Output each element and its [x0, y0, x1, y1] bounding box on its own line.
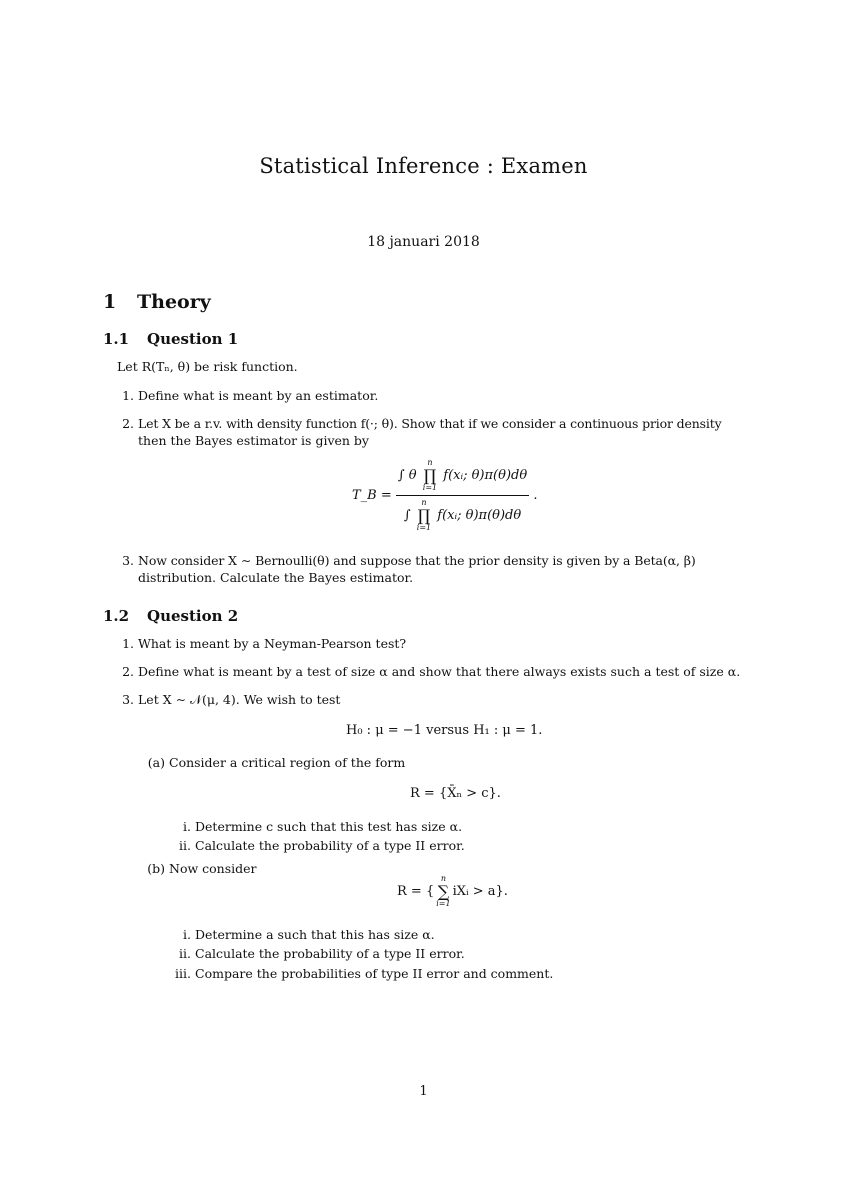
item-label: 1.	[122, 388, 134, 403]
q2-item-3	[122, 691, 341, 708]
question-2-title: Question 2	[147, 607, 239, 625]
formula-fraction	[396, 458, 529, 533]
item-label: 3.	[122, 692, 134, 707]
question-1-heading	[103, 330, 238, 348]
fraction-bar	[396, 495, 529, 496]
q1-item-2	[122, 415, 748, 449]
part-b-sub-iii	[175, 965, 554, 982]
part-a-label: (a)	[147, 755, 165, 770]
question-1-title: Question 1	[147, 330, 239, 348]
item-label: 2.	[122, 664, 134, 679]
part-b-sub-ii	[179, 945, 465, 962]
section-title: Theory	[137, 291, 211, 313]
part-a-sub-ii	[179, 837, 465, 854]
section-heading	[103, 291, 211, 313]
item-text: What is meant by a Neyman-Pearson test?	[138, 636, 407, 651]
formula-lhs: T_B =	[352, 488, 392, 503]
q1-item-3	[122, 552, 748, 586]
document-title: Statistical Inference : Examen	[259, 154, 588, 178]
denominator-term: f(xᵢ; θ)π(θ)dθ	[437, 508, 522, 523]
item-label: 1.	[122, 636, 134, 651]
product-symbol: ∏	[417, 506, 431, 525]
part-b-region	[397, 874, 508, 909]
item-text-line-1: Let X be a r.v. with density function f(·; θ). Show that if we consider a continuous prior density	[138, 416, 722, 431]
sum-upper-limit: n	[440, 874, 446, 883]
product-symbol: ∏	[423, 466, 437, 485]
section-number: 1	[103, 291, 117, 313]
part-b-label: (b)	[147, 861, 165, 876]
q1-item-1	[122, 387, 379, 404]
region-suffix: iXᵢ > a}.	[452, 884, 508, 899]
product-upper-limit: n	[427, 458, 433, 467]
item-text: Let X ∼ 𝒩(μ, 4). We wish to test	[138, 692, 341, 707]
item-label: 3.	[122, 553, 134, 568]
sum-lower-limit: i=1	[436, 899, 451, 908]
sum-operator	[436, 874, 450, 909]
question-1-number: 1.1	[103, 330, 130, 348]
sum-symbol: ∑	[437, 882, 450, 901]
item-label: 2.	[122, 416, 134, 431]
product-upper-limit: n	[421, 498, 427, 507]
sub-text: Determine c such that this test has size α.	[195, 819, 463, 834]
formula-denominator	[396, 498, 529, 533]
sub-label: ii.	[179, 946, 191, 961]
item-text: Define what is meant by an estimator.	[138, 388, 379, 403]
item-text: Define what is meant by a test of size α and show that there always exists such a test of size α.	[138, 664, 741, 679]
hypothesis-statement: H₀ : μ = −1 versus H₁ : μ = 1.	[346, 723, 543, 738]
sub-label: ii.	[179, 838, 191, 853]
formula-numerator	[396, 458, 529, 493]
part-b-sub-i	[183, 926, 435, 943]
numerator-integral: ∫ θ	[397, 468, 417, 483]
part-a-text: Consider a critical region of the form	[169, 755, 406, 770]
item-text-line-2: distribution. Calculate the Bayes estimator.	[138, 570, 414, 585]
q2-item-1	[122, 635, 407, 652]
item-text-line-2: then the Bayes estimator is given by	[138, 433, 369, 448]
question-1-intro: Let R(Tₙ, θ) be risk function.	[117, 359, 298, 374]
sub-label: i.	[183, 819, 191, 834]
part-a-sub-i	[183, 818, 463, 835]
product-lower-limit: i=1	[416, 523, 432, 532]
page-number: 1	[419, 1084, 428, 1099]
sub-text: Determine a such that this has size α.	[195, 927, 435, 942]
product-lower-limit: i=1	[422, 483, 438, 492]
question-2-number: 1.2	[103, 607, 130, 625]
sub-text: Compare the probabilities of type II error and comment.	[195, 966, 554, 981]
numerator-term: f(xᵢ; θ)π(θ)dθ	[443, 468, 528, 483]
document-date: 18 januari 2018	[367, 234, 480, 250]
question-2-heading	[103, 607, 238, 625]
formula-period: .	[533, 488, 538, 503]
part-a	[147, 754, 406, 771]
part-a-region: R = {X̄ₙ > c}.	[410, 786, 501, 801]
bayes-estimator-formula	[352, 458, 537, 533]
denominator-integral: ∫	[403, 508, 411, 523]
q2-item-2	[122, 663, 741, 680]
item-text-line-1: Now consider X ∼ Bernoulli(θ) and suppose that the prior density is given by a Beta(α, β)	[138, 553, 696, 568]
part-b-text: Now consider	[169, 861, 257, 876]
product-operator	[423, 458, 437, 493]
sub-text: Calculate the probability of a type II error.	[195, 838, 465, 853]
region-prefix: R = {	[397, 884, 435, 899]
product-operator	[417, 498, 431, 533]
sub-label: i.	[183, 927, 191, 942]
part-b	[147, 860, 257, 877]
sub-text: Calculate the probability of a type II error.	[195, 946, 465, 961]
sub-label: iii.	[175, 966, 191, 981]
